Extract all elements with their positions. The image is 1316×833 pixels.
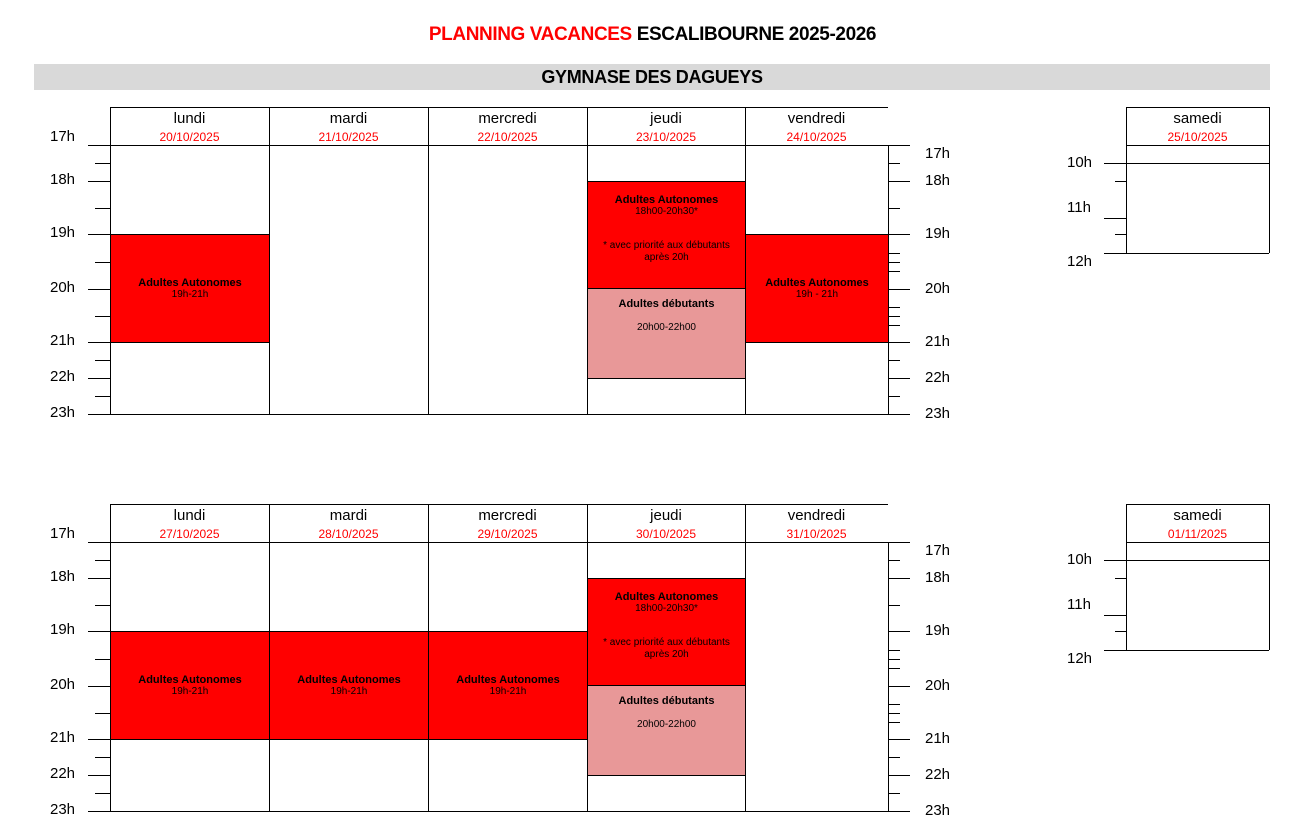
- quarter-hour-tick: [888, 704, 900, 705]
- hour-label: 17h: [925, 542, 951, 559]
- hour-label: 23h: [925, 802, 951, 819]
- day-date: 23/10/2025: [635, 130, 697, 144]
- hour-label: 19h: [925, 225, 951, 242]
- quarter-hour-tick: [888, 650, 900, 651]
- title-rest: ESCALIBOURNE 2025-2026: [636, 24, 877, 45]
- day-name: jeudi: [650, 507, 682, 524]
- event-title: Adultes débutants: [618, 695, 715, 707]
- quarter-hour-tick: [888, 271, 900, 272]
- hour-label: 17h: [50, 128, 76, 145]
- grid-bottom-line: [88, 414, 910, 415]
- event-block[interactable]: [269, 631, 429, 740]
- hour-tick: [88, 234, 110, 235]
- half-hour-tick: [888, 560, 900, 561]
- day-name: mardi: [329, 507, 368, 524]
- event-note: * avec priorité aux débutants: [603, 240, 730, 251]
- event-title: Adultes débutants: [618, 298, 715, 310]
- day-date: 22/10/2025: [477, 130, 538, 144]
- quarter-hour-tick: [888, 325, 900, 326]
- hour-tick: [888, 414, 910, 415]
- hour-label: 22h: [925, 369, 951, 386]
- hour-label: 22h: [50, 765, 76, 782]
- saturday-border: [1269, 107, 1270, 253]
- day-date: 30/10/2025: [635, 527, 697, 541]
- event-title: Adultes Autonomes: [765, 276, 869, 289]
- day-date: 20/10/2025: [159, 130, 220, 144]
- event-title: Adultes Autonomes: [138, 276, 242, 289]
- half-hour-tick: [95, 396, 110, 397]
- hour-label: 19h: [50, 224, 76, 241]
- half-hour-tick: [95, 208, 110, 209]
- half-hour-tick: [1115, 181, 1126, 182]
- event-time: 20h00-22h00: [637, 322, 696, 333]
- half-hour-tick: [888, 396, 900, 397]
- half-hour-tick: [888, 262, 900, 263]
- saturday-border: [1126, 504, 1269, 505]
- half-hour-tick: [95, 659, 110, 660]
- hour-label: 21h: [50, 729, 76, 746]
- hour-label: 22h: [50, 368, 76, 385]
- hour-label: 23h: [925, 405, 951, 422]
- half-hour-tick: [95, 757, 110, 758]
- grid-top-line: [88, 145, 910, 146]
- hour-label: 18h: [925, 569, 951, 586]
- hour-tick: [88, 739, 110, 740]
- half-hour-tick: [888, 659, 900, 660]
- quarter-hour-tick: [888, 722, 900, 723]
- half-hour-tick: [95, 262, 110, 263]
- hour-tick: [888, 342, 910, 343]
- hour-tick: [1104, 218, 1126, 219]
- saturday-10h-line: [1104, 163, 1269, 164]
- hour-tick: [888, 775, 910, 776]
- event-time: 19h-21h: [171, 685, 209, 697]
- event-block[interactable]: [428, 631, 588, 740]
- half-hour-tick: [95, 316, 110, 317]
- day-name: jeudi: [650, 110, 682, 127]
- hour-label: 23h: [50, 801, 76, 818]
- event-note: * avec priorité aux débutants: [603, 637, 730, 648]
- event-title: Adultes Autonomes: [614, 591, 719, 603]
- hour-tick: [888, 631, 910, 632]
- day-name: vendredi: [787, 507, 846, 524]
- half-hour-tick: [888, 605, 900, 606]
- half-hour-tick: [888, 316, 900, 317]
- event-time: 18h00-20h30*: [635, 206, 698, 217]
- title-highlight: PLANNING VACANCES: [428, 24, 632, 45]
- hour-label: 18h: [50, 171, 76, 188]
- quarter-hour-tick: [888, 307, 900, 308]
- day-date: 25/10/2025: [1167, 130, 1228, 144]
- half-hour-tick: [95, 793, 110, 794]
- hour-label: 20h: [50, 279, 76, 296]
- hour-tick: [888, 234, 910, 235]
- hour-label: 17h: [925, 145, 951, 162]
- event-time: 19h-21h: [489, 685, 527, 697]
- hour-label: 12h: [1067, 650, 1093, 667]
- day-name: mercredi: [478, 110, 537, 127]
- hour-tick: [88, 686, 110, 687]
- hour-tick: [88, 145, 110, 146]
- event-block[interactable]: [110, 234, 270, 343]
- hour-label: 12h: [1067, 253, 1093, 270]
- hour-label: 20h: [925, 280, 951, 297]
- day-name: mardi: [329, 110, 368, 127]
- event-title: Adultes Autonomes: [138, 673, 242, 686]
- hour-tick: [88, 289, 110, 290]
- venue-banner: GYMNASE DES DAGUEYS: [34, 64, 1270, 90]
- half-hour-tick: [888, 713, 900, 714]
- hour-label: 19h: [925, 622, 951, 639]
- grid-bottom-line: [88, 811, 910, 812]
- event-time: 20h00-22h00: [637, 719, 696, 730]
- header-top-line: [110, 107, 888, 108]
- hour-tick: [88, 414, 110, 415]
- day-date: 31/10/2025: [786, 527, 847, 541]
- half-hour-tick: [1115, 631, 1126, 632]
- event-title: Adultes Autonomes: [297, 673, 401, 686]
- day-name: samedi: [1173, 507, 1222, 524]
- event-title: Adultes Autonomes: [614, 194, 719, 206]
- saturday-border: [1269, 504, 1270, 650]
- hour-tick: [888, 739, 910, 740]
- half-hour-tick: [95, 360, 110, 361]
- hour-tick: [888, 289, 910, 290]
- hour-label: 20h: [50, 676, 76, 693]
- half-hour-tick: [95, 713, 110, 714]
- half-hour-tick: [888, 360, 900, 361]
- event-block[interactable]: [110, 631, 270, 740]
- event-time: 18h00-20h30*: [635, 603, 698, 614]
- hour-label: 17h: [50, 525, 76, 542]
- hour-tick: [888, 686, 910, 687]
- half-hour-tick: [888, 208, 900, 209]
- hour-tick: [88, 181, 110, 182]
- quarter-hour-tick: [888, 668, 900, 669]
- event-title: Adultes Autonomes: [456, 673, 560, 686]
- day-name: lundi: [173, 507, 206, 524]
- hour-label: 18h: [925, 172, 951, 189]
- saturday-bottom-line: [1104, 650, 1269, 651]
- saturday-bottom-line: [1104, 253, 1269, 254]
- day-name: mercredi: [478, 507, 537, 524]
- event-note: après 20h: [644, 649, 689, 660]
- saturday-border: [1126, 542, 1269, 543]
- day-date: 01/11/2025: [1167, 527, 1228, 541]
- hour-label: 10h: [1067, 154, 1093, 171]
- hour-label: 22h: [925, 766, 951, 783]
- half-hour-tick: [888, 163, 900, 164]
- saturday-border: [1126, 107, 1127, 253]
- hour-tick: [1104, 615, 1126, 616]
- header-top-line: [110, 504, 888, 505]
- hour-tick: [88, 342, 110, 343]
- hour-tick: [888, 578, 910, 579]
- saturday-border: [1126, 145, 1269, 146]
- event-time: 19h-21h: [171, 288, 209, 300]
- half-hour-tick: [1115, 578, 1126, 579]
- hour-tick: [888, 181, 910, 182]
- day-date: 29/10/2025: [477, 527, 538, 541]
- hour-tick: [88, 631, 110, 632]
- event-block[interactable]: [745, 234, 889, 343]
- hour-tick: [88, 578, 110, 579]
- half-hour-tick: [95, 163, 110, 164]
- hour-tick: [88, 542, 110, 543]
- hour-label: 10h: [1067, 551, 1093, 568]
- hour-label: 21h: [925, 730, 951, 747]
- hour-tick: [88, 775, 110, 776]
- hour-tick: [88, 378, 110, 379]
- day-date: 27/10/2025: [159, 527, 220, 541]
- half-hour-tick: [888, 793, 900, 794]
- hour-label: 20h: [925, 677, 951, 694]
- hour-tick: [888, 145, 910, 146]
- day-date: 21/10/2025: [318, 130, 379, 144]
- event-note: après 20h: [644, 252, 689, 263]
- day-name: samedi: [1173, 110, 1222, 127]
- hour-label: 18h: [50, 568, 76, 585]
- half-hour-tick: [1115, 234, 1126, 235]
- day-date: 28/10/2025: [318, 527, 379, 541]
- hour-tick: [888, 542, 910, 543]
- grid-column-line: [888, 542, 889, 812]
- saturday-border: [1126, 107, 1269, 108]
- event-block[interactable]: [587, 578, 746, 688]
- event-block[interactable]: [587, 685, 746, 776]
- hour-tick: [888, 378, 910, 379]
- hour-label: 21h: [925, 333, 951, 350]
- event-block[interactable]: [587, 181, 746, 291]
- quarter-hour-tick: [888, 253, 900, 254]
- day-date: 24/10/2025: [786, 130, 847, 144]
- grid-column-line: [428, 107, 429, 415]
- event-time: 19h - 21h: [795, 288, 839, 300]
- event-time: 19h-21h: [330, 685, 368, 697]
- hour-tick: [888, 811, 910, 812]
- hour-label: 23h: [50, 404, 76, 421]
- hour-label: 21h: [50, 332, 76, 349]
- hour-label: 19h: [50, 621, 76, 638]
- half-hour-tick: [95, 605, 110, 606]
- event-block[interactable]: [587, 288, 746, 379]
- hour-label: 11h: [1067, 199, 1091, 216]
- saturday-10h-line: [1104, 560, 1269, 561]
- saturday-border: [1126, 504, 1127, 650]
- page-title: [0, 24, 1305, 46]
- day-name: lundi: [173, 110, 206, 127]
- grid-top-line: [88, 542, 910, 543]
- half-hour-tick: [95, 560, 110, 561]
- day-name: vendredi: [787, 110, 846, 127]
- hour-label: 11h: [1067, 596, 1091, 613]
- half-hour-tick: [888, 757, 900, 758]
- hour-tick: [88, 811, 110, 812]
